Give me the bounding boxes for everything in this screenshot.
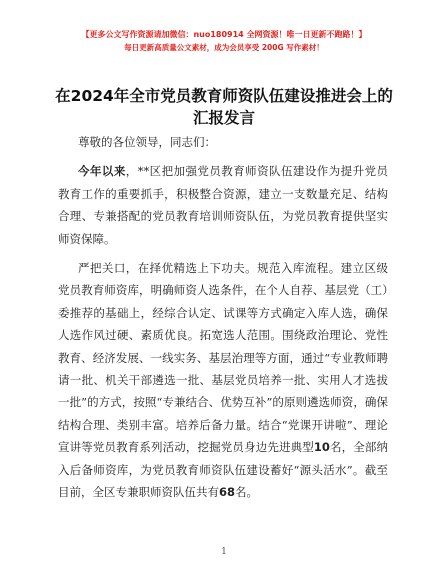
- paragraph-selection-number-1: 10: [313, 440, 330, 455]
- promo-banner-line-1: 【更多公文写作资源请加微信：nuo180914 全网资源！唯一日更新不跑路！】: [81, 30, 367, 39]
- document-title: 在2024年全市党员教育师资队伍建设推进会上的汇报发言: [55, 87, 393, 127]
- paragraph-selection-text-2: 名，全部纳入后备师资库，为党员教育师资队伍建设蓄好“源头活水”。截至目前，全区专兼职师资队伍共有: [58, 440, 389, 500]
- paragraph-selection-text-1: 严把关口，在择优精选上下功夫。规范入库流程。建立区级党员教育师资库，明确师资人选条件，在个人自荐、基层党（工）委推荐的基础上，经综合认定、试课等方式确定入库人选，确保人选作风过硬、素质优良。拓宽选人范围。围绕政治理论、党性教育、经济发展、一线实务、基层治理等方面，通过“专业教师聘请一批、机关干部遴选一批、基层党员培养一批、实用人才选拔一批”的方式，按照“专兼结合、优势互补”的原则遴选师资，确保结构合理、类别丰富。培养后备力量。结合“党课开讲啦”、理论宣讲等党员教育系列活动，挖掘党员身边先进典型: [58, 261, 388, 455]
- paragraph-selection: [58, 257, 388, 503]
- paragraph-selection-number-2: 68: [219, 485, 236, 500]
- paragraph-intro: [58, 160, 388, 250]
- salutation: 尊敬的各位领导，同志们：: [78, 135, 216, 149]
- page-number: 1: [221, 547, 227, 557]
- paragraph-selection-text-3: 名。: [235, 485, 259, 500]
- paragraph-intro-text: ，**区把加强党员教育师资队伍建设作为提升党员教育工作的重要抓手，积极整合资源，建立一支数量充足、结构合理、专兼搭配的党员教育培训师资队伍，为党员教育提供坚实师资保障。: [58, 164, 389, 246]
- promo-banner-line-2: 每日更新高质量公文素材，成为会员享受 200G 写作素材！: [124, 43, 324, 52]
- document-body: [58, 131, 388, 504]
- paragraph-intro-lead: 今年以来: [78, 164, 126, 179]
